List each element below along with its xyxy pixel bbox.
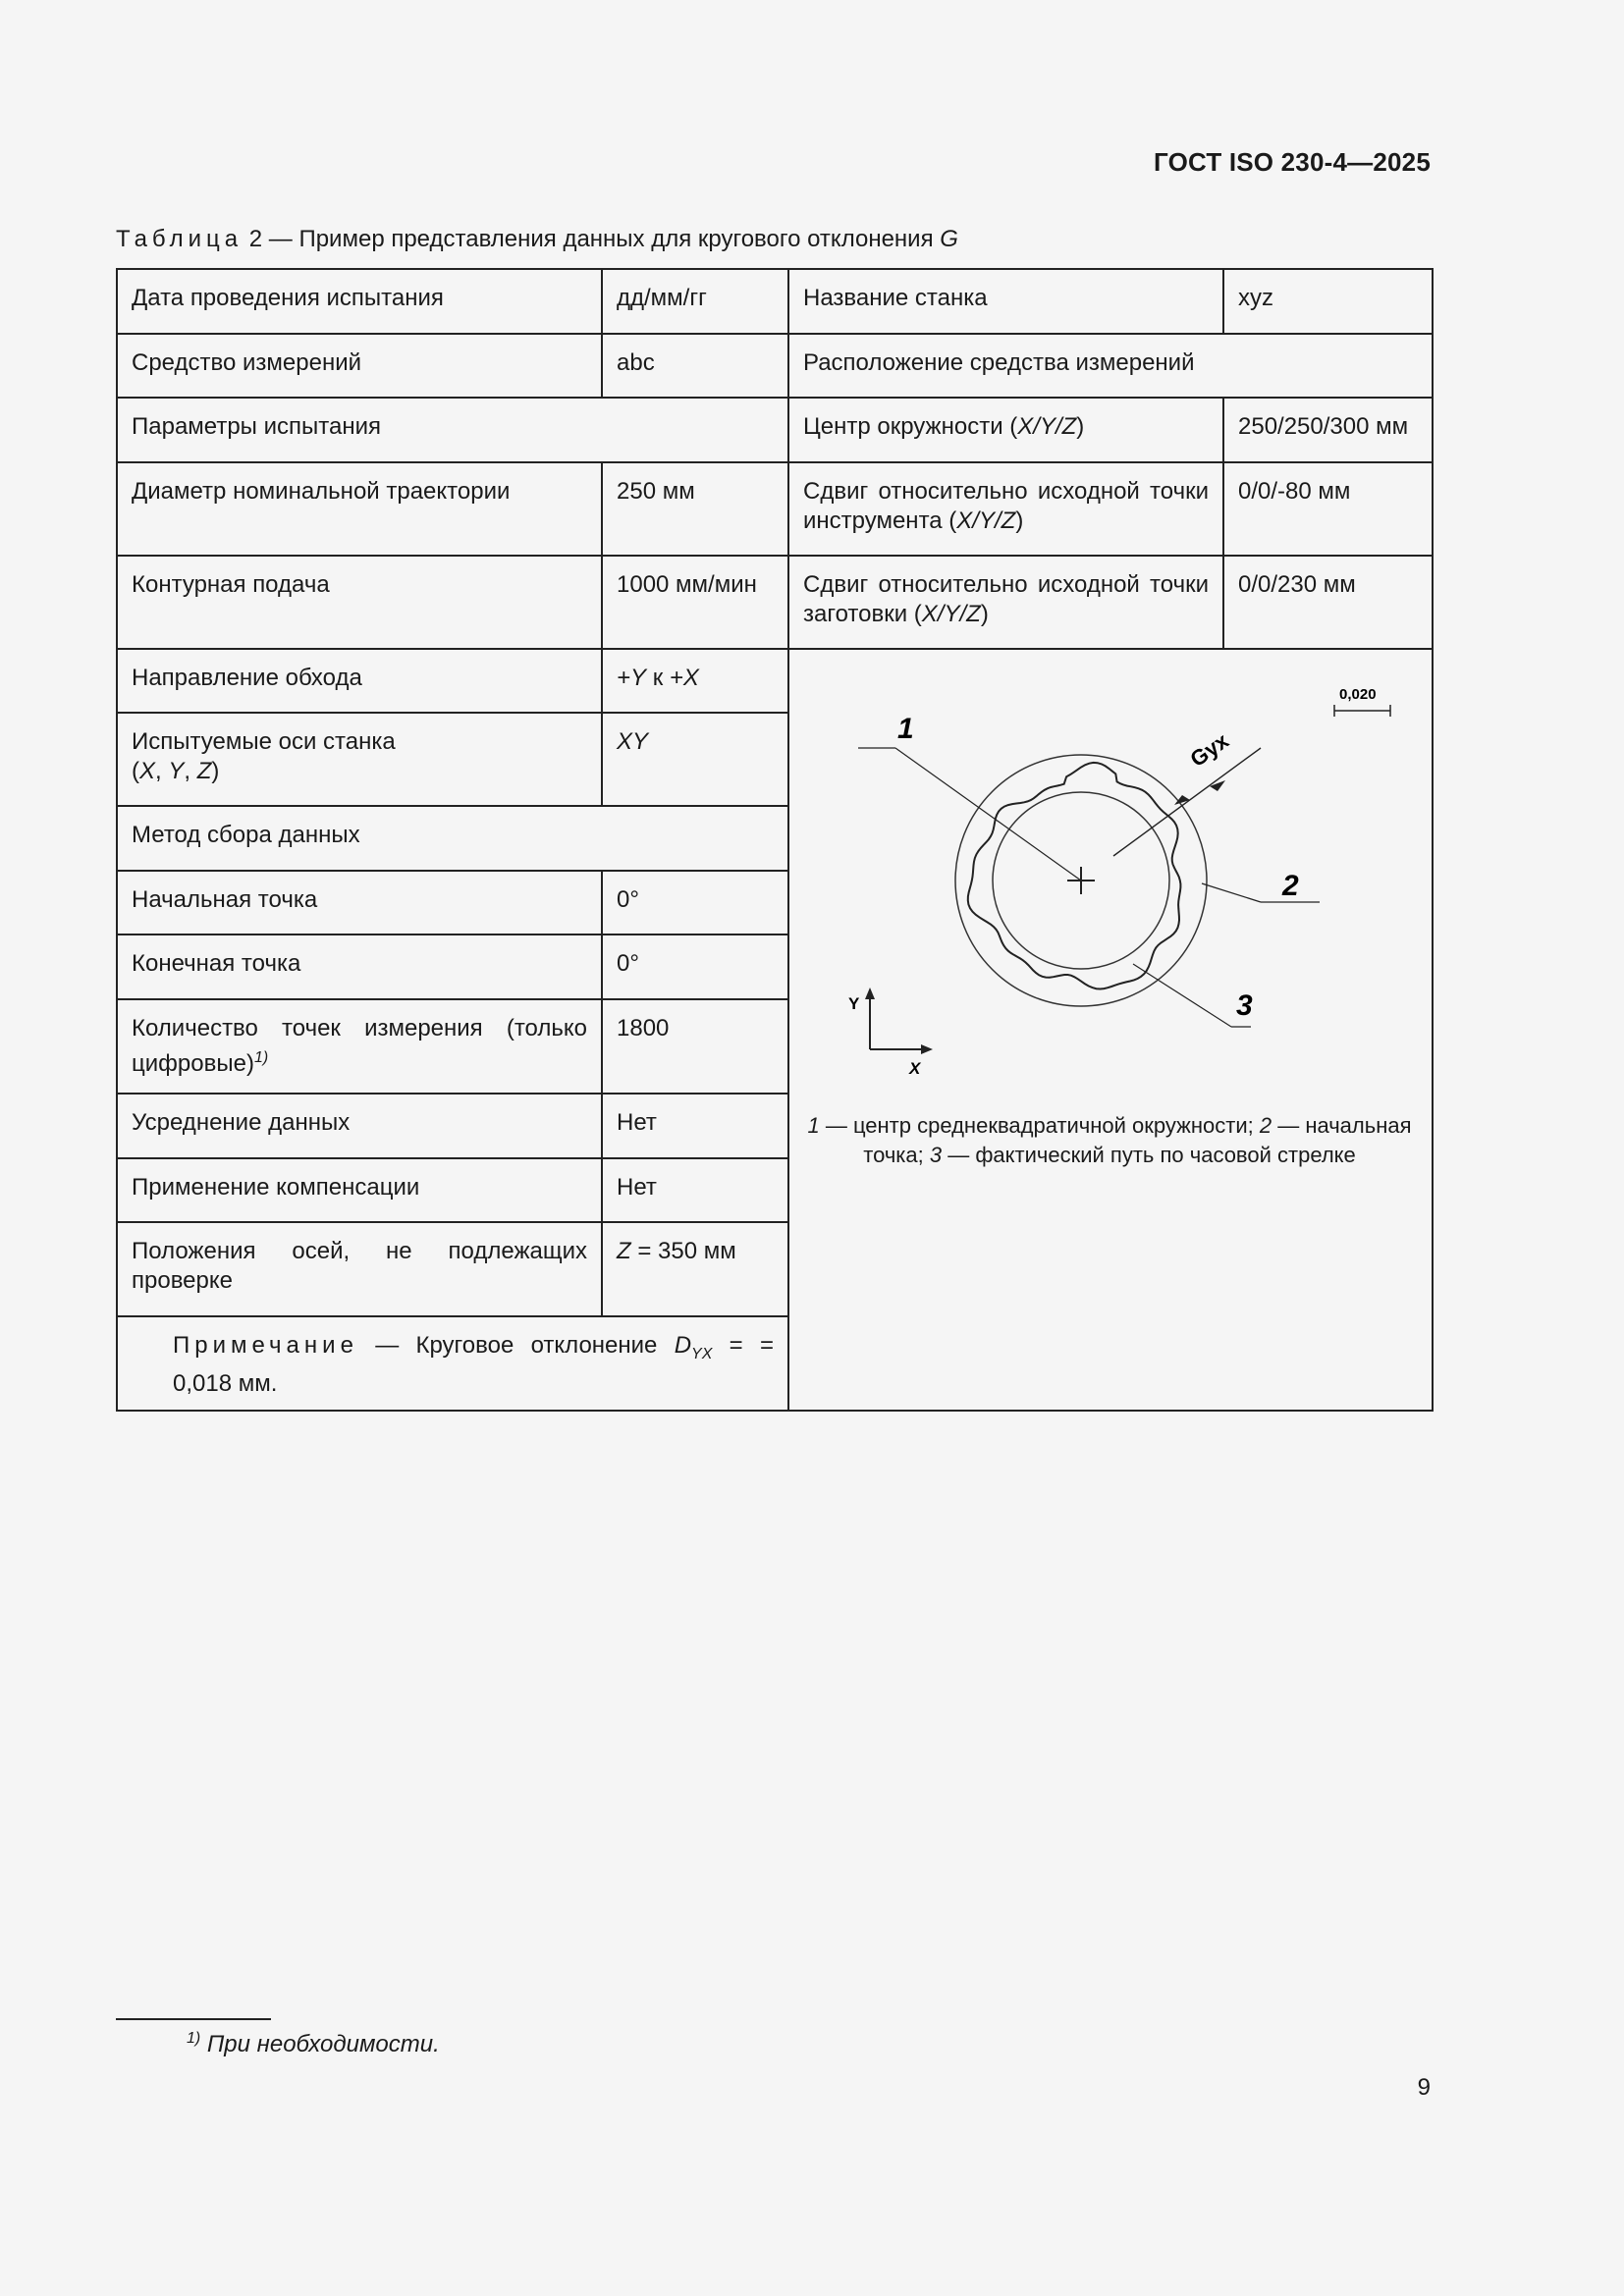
- averaging-label: Усреднение данных: [117, 1094, 602, 1158]
- num-points-label: Количество точек измерения (только цифровые)$^{1)}$: [117, 999, 602, 1093]
- start-point-label: Начальная точка: [117, 871, 602, 934]
- collection-method-label: Метод сбора данных: [117, 806, 788, 871]
- table-caption: [116, 226, 958, 253]
- circle-center-label: Центр окружности (X/Y/Z): [788, 398, 1223, 462]
- circle-center-value: 250/250/300 мм: [1223, 398, 1433, 462]
- circle-plot: [789, 650, 1430, 1101]
- start-point-value: 0°: [602, 871, 788, 934]
- diameter-value: 250 мм: [602, 462, 788, 556]
- end-point-label: Конечная точка: [117, 934, 602, 999]
- work-offset-label: Сдвиг относительно исходной точки заготовки (X/Y/Z): [788, 556, 1223, 649]
- circular-deviation-figure: [788, 649, 1433, 1411]
- axes-value: XY: [602, 713, 788, 806]
- diameter-label: Диаметр номинальной траектории: [117, 462, 602, 556]
- table-row: [117, 649, 1433, 713]
- label-2: 2: [1282, 870, 1299, 902]
- scale-label: 0,020: [1339, 686, 1377, 703]
- table-row: [117, 462, 1433, 556]
- tool-offset-value: 0/0/-80 мм: [1223, 462, 1433, 556]
- arrow-icon: [1210, 780, 1225, 791]
- table-row: [117, 334, 1433, 398]
- page-number: 9: [1417, 2074, 1431, 2101]
- untested-axes-label: Положения осей, не подлежащих проверке: [117, 1222, 602, 1316]
- feed-value: 1000 мм/мин: [602, 556, 788, 649]
- footnote: $^{1)}$ При необходимости.: [187, 2030, 440, 2057]
- untested-axes-value: Z = 350 мм: [602, 1222, 788, 1316]
- compensation-value: Нет: [602, 1158, 788, 1222]
- label-1: 1: [897, 713, 914, 745]
- axis-y-label: Y: [848, 994, 860, 1013]
- table-row: [117, 269, 1433, 334]
- work-offset-value: 0/0/230 мм: [1223, 556, 1433, 649]
- leader-line-2: [1202, 883, 1261, 902]
- test-date-value: дд/мм/гг: [602, 269, 788, 334]
- instrument-value: abc: [602, 334, 788, 398]
- table-caption-symbol: G: [940, 226, 958, 252]
- label-3: 3: [1236, 989, 1253, 1022]
- direction-label: Направление обхода: [117, 649, 602, 713]
- document-id: ГОСТ ISO 230-4—2025: [1153, 147, 1431, 177]
- table-note: Примечание — Круговое отклонение $D_{YX}$ = = 0,018 мм.: [117, 1316, 788, 1411]
- axis-x-label: X: [909, 1059, 921, 1078]
- direction-value: +Y к +X: [602, 649, 788, 713]
- compensation-label: Применение компенсации: [117, 1158, 602, 1222]
- table-caption-text: 2 — Пример представления данных для кругового отклонения: [243, 226, 941, 252]
- footnote-divider: [116, 2018, 271, 2020]
- tool-offset-label: Сдвиг относительно исходной точки инструмента (X/Y/Z): [788, 462, 1223, 556]
- g-dimension-line: [1113, 748, 1261, 856]
- leader-line-1: [895, 748, 1081, 881]
- instrument-location-label: Расположение средства измерений: [788, 334, 1433, 398]
- arrow-icon: [865, 988, 875, 999]
- table-row: [117, 398, 1433, 462]
- table-caption-label: Таблица: [116, 226, 244, 252]
- arrow-icon: [921, 1044, 933, 1054]
- machine-name-label: Название станка: [788, 269, 1223, 334]
- feed-label: Контурная подача: [117, 556, 602, 649]
- end-point-value: 0°: [602, 934, 788, 999]
- g-yx-label: Gyx: [1185, 727, 1233, 773]
- instrument-label: Средство измерений: [117, 334, 602, 398]
- test-params-label: Параметры испытания: [117, 398, 788, 462]
- test-date-label: Дата проведения испытания: [117, 269, 602, 334]
- leader-line-3: [1133, 964, 1231, 1027]
- num-points-value: 1800: [602, 999, 788, 1093]
- figure-caption: 1 — центр среднеквадратичной окружности; 2 — начальная точка; 3 — фактический путь по часовой стрелке: [807, 1113, 1412, 1167]
- machine-name-value: xyz: [1223, 269, 1433, 334]
- averaging-value: Нет: [602, 1094, 788, 1158]
- axes-label: Испытуемые оси станка (X, Y, Z): [117, 713, 602, 806]
- table-row: [117, 556, 1433, 649]
- test-data-table: [116, 268, 1434, 1412]
